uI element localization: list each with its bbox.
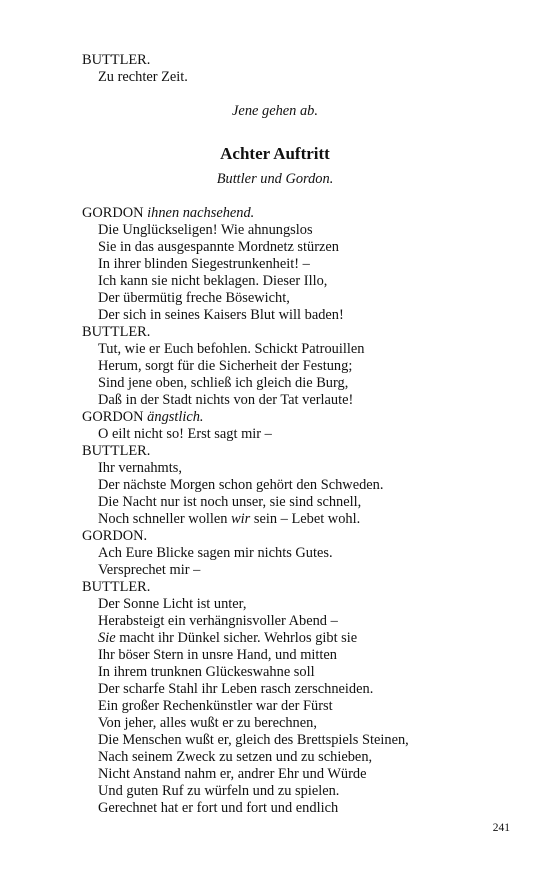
scene-title: Achter Auftritt: [220, 144, 330, 163]
verse-text: macht ihr Dünkel sicher. Wehrlos gibt sie: [115, 630, 358, 646]
verse-line: In ihrer blinden Siegestrunkenheit! –: [98, 256, 310, 272]
speaker-direction: ängstlich.: [147, 409, 204, 425]
speaker-gordon: GORDON: [82, 409, 144, 425]
verse-line: Tut, wie er Euch befohlen. Schickt Patrouillen: [98, 341, 365, 357]
verse-line: Herabsteigt ein verhängnisvoller Abend –: [98, 613, 338, 629]
verse-line: In ihrem trunknen Glückeswahne soll: [98, 664, 315, 680]
verse-line: Daß in der Stadt nichts von der Tat verlaute!: [98, 392, 354, 408]
verse-line: Die Menschen wußt er, gleich des Brettspiels Steinen,: [98, 732, 409, 748]
verse-line: Der Sonne Licht ist unter,: [98, 596, 247, 612]
verse-text: sein – Lebet wohl.: [250, 511, 361, 527]
speaker-gordon: GORDON: [82, 205, 144, 221]
speaker-buttler: BUTTLER.: [82, 443, 151, 459]
verse-line: [98, 630, 357, 647]
verse-line: Die Nacht nur ist noch unser, sie sind schnell,: [98, 494, 362, 510]
verse-line: Versprechet mir –: [98, 562, 201, 578]
speaker-buttler: BUTTLER.: [82, 579, 151, 595]
verse-line: Nach seinem Zweck zu setzen und zu schieben,: [98, 749, 373, 765]
speaker-line-gordon: [82, 205, 254, 222]
verse-line: Sie in das ausgespannte Mordnetz stürzen: [98, 239, 339, 255]
verse-line: [98, 511, 360, 528]
verse-line: Ihr vernahmts,: [98, 460, 182, 476]
verse-line: Ich kann sie nicht beklagen. Dieser Illo,: [98, 273, 328, 289]
verse-line: Sind jene oben, schließ ich gleich die Burg,: [98, 375, 349, 391]
verse-text: Noch schneller wollen: [98, 511, 232, 527]
scene-persons: Buttler und Gordon.: [216, 171, 334, 187]
speaker-buttler: BUTTLER.: [82, 52, 151, 68]
verse-line: Herum, sorgt für die Sicherheit der Festung;: [98, 358, 353, 374]
speaker-direction: ihnen nachsehend.: [147, 205, 255, 221]
verse-line: Ein großer Rechenkünstler war der Fürst: [98, 698, 333, 714]
verse-line: Nicht Anstand nahm er, andrer Ehr und Würde: [98, 766, 367, 782]
verse-emphasis: Sie: [98, 630, 116, 646]
speaker-gordon: GORDON.: [82, 528, 148, 544]
verse-emphasis: wir: [231, 511, 251, 527]
verse-line: Ihr böser Stern in unsre Hand, und mitten: [98, 647, 337, 663]
verse-line: Gerechnet hat er fort und fort und endlich: [98, 800, 339, 816]
speaker-buttler: BUTTLER.: [82, 324, 151, 340]
speaker-line-gordon: [82, 409, 204, 426]
verse-line: Die Unglückseligen! Wie ahnungslos: [98, 222, 313, 238]
verse-line: O eilt nicht so! Erst sagt mir –: [98, 426, 272, 442]
verse-line: Von jeher, alles wußt er zu berechnen,: [98, 715, 317, 731]
verse-line: Und guten Ruf zu würfeln und zu spielen.: [98, 783, 340, 799]
verse-line: Der nächste Morgen schon gehört den Schweden.: [98, 477, 384, 493]
verse-line: Der sich in seines Kaisers Blut will baden!: [98, 307, 344, 323]
verse-line: Der übermütig freche Bösewicht,: [98, 290, 290, 306]
verse-line: Zu rechter Zeit.: [98, 69, 188, 85]
stage-direction: Jene gehen ab.: [232, 103, 318, 119]
verse-line: Der scharfe Stahl ihr Leben rasch zerschneiden.: [98, 681, 374, 697]
page-number: 241: [492, 822, 510, 834]
verse-line: Ach Eure Blicke sagen mir nichts Gutes.: [98, 545, 333, 561]
